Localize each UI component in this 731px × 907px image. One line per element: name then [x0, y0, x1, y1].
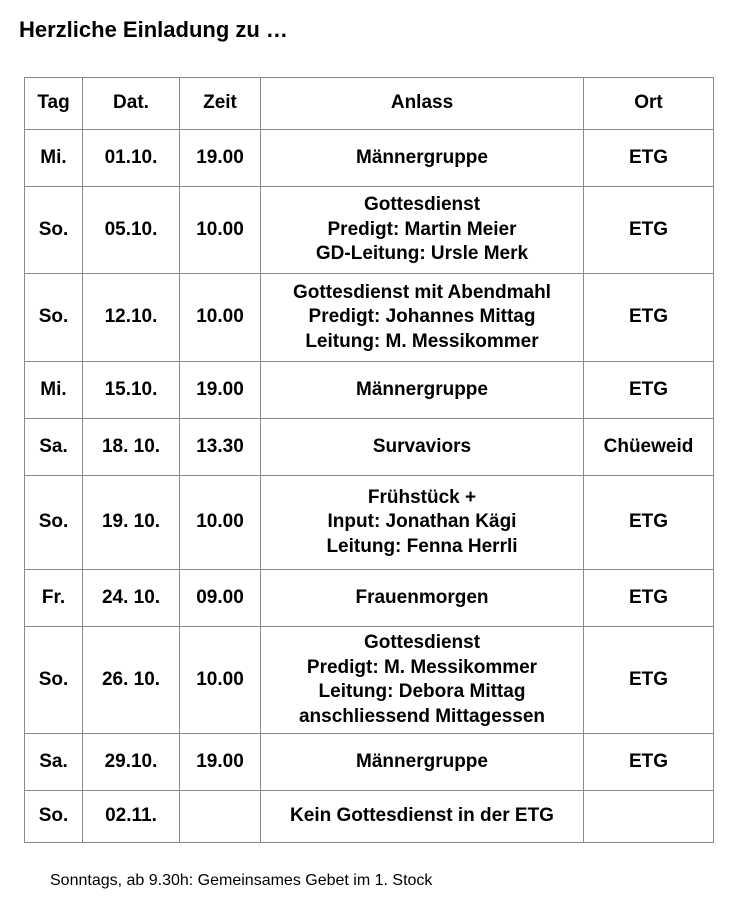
anlass-line: Predigt: Johannes Mittag: [308, 306, 536, 328]
cell-zeit: 19.00: [180, 362, 261, 419]
cell-anlass: [261, 419, 584, 476]
table-row: [25, 627, 714, 734]
cell-dat: 05.10.: [83, 187, 180, 274]
cell-anlass: [261, 362, 584, 419]
anlass-line: Männergruppe: [356, 378, 488, 400]
cell-tag: Mi.: [25, 362, 83, 419]
anlass-line: anschliessend Mittagessen: [298, 705, 546, 727]
cell-dat: 02.11.: [83, 791, 180, 843]
cell-tag: Mi.: [25, 130, 83, 187]
cell-dat: 24. 10.: [83, 570, 180, 627]
table-row: [25, 570, 714, 627]
anlass-line: Männergruppe: [356, 146, 488, 168]
cell-tag: Fr.: [25, 570, 83, 627]
table-row: [25, 419, 714, 476]
anlass-line: Männergruppe: [356, 750, 488, 772]
cell-ort: Chüeweid: [584, 419, 714, 476]
cell-zeit: 10.00: [180, 627, 261, 734]
cell-ort: ETG: [584, 570, 714, 627]
cell-dat: 15.10.: [83, 362, 180, 419]
cell-zeit: 10.00: [180, 187, 261, 274]
table-row: [25, 187, 714, 274]
anlass-line: Gottesdienst mit Abendmahl: [293, 281, 551, 303]
cell-ort: ETG: [584, 187, 714, 274]
header-ort: Ort: [584, 78, 714, 130]
table-row: [25, 734, 714, 791]
table-row: [25, 476, 714, 570]
cell-tag: So.: [25, 187, 83, 274]
cell-zeit: 10.00: [180, 274, 261, 362]
anlass-line: Survaviors: [372, 435, 472, 457]
cell-ort: ETG: [584, 130, 714, 187]
cell-ort: ETG: [584, 734, 714, 791]
cell-dat: 29.10.: [83, 734, 180, 791]
cell-tag: Sa.: [25, 419, 83, 476]
table-header-row: [25, 78, 714, 130]
anlass-line: Leitung: M. Messikommer: [305, 330, 539, 352]
anlass-line: Frühstück +: [367, 486, 477, 508]
table-row: [25, 362, 714, 419]
table-body: [25, 130, 714, 843]
cell-tag: So.: [25, 627, 83, 734]
cell-zeit: 19.00: [180, 130, 261, 187]
cell-ort: [584, 791, 714, 843]
cell-anlass: [261, 476, 584, 570]
cell-anlass: [261, 570, 584, 627]
cell-dat: 19. 10.: [83, 476, 180, 570]
table-row: [25, 130, 714, 187]
header-anlass: Anlass: [261, 78, 584, 130]
cell-tag: So.: [25, 274, 83, 362]
cell-anlass: [261, 627, 584, 734]
anlass-line: Predigt: M. Messikommer: [306, 656, 538, 678]
cell-anlass: [261, 130, 584, 187]
anlass-line: GD-Leitung: Ursle Merk: [315, 243, 529, 265]
cell-ort: ETG: [584, 362, 714, 419]
page-title: Herzliche Einladung zu …: [19, 17, 288, 42]
anlass-line: Leitung: Debora Mittag: [318, 681, 526, 702]
cell-zeit: [180, 791, 261, 843]
cell-zeit: 09.00: [180, 570, 261, 627]
cell-anlass: [261, 187, 584, 274]
anlass-line: Predigt: Martin Meier: [327, 218, 517, 240]
cell-tag: So.: [25, 791, 83, 843]
cell-zeit: 10.00: [180, 476, 261, 570]
cell-zeit: 13.30: [180, 419, 261, 476]
cell-dat: 01.10.: [83, 130, 180, 187]
anlass-line: Gottesdienst: [363, 194, 481, 216]
header-dat: Dat.: [83, 78, 180, 130]
cell-ort: ETG: [584, 274, 714, 362]
cell-anlass: [261, 734, 584, 791]
cell-tag: So.: [25, 476, 83, 570]
header-tag: Tag: [25, 78, 83, 130]
cell-ort: ETG: [584, 476, 714, 570]
anlass-line: Kein Gottesdienst in der ETG: [290, 805, 554, 827]
cell-anlass: [261, 791, 584, 843]
anlass-line: Leitung: Fenna Herrli: [326, 535, 518, 557]
table-row: [25, 791, 714, 843]
event-schedule-table: [24, 77, 714, 843]
cell-ort: ETG: [584, 627, 714, 734]
table-row: [25, 274, 714, 362]
header-zeit: Zeit: [180, 78, 261, 130]
anlass-line: Input: Jonathan Kägi: [327, 511, 517, 533]
cell-anlass: [261, 274, 584, 362]
anlass-line: Frauenmorgen: [355, 586, 489, 608]
cell-zeit: 19.00: [180, 734, 261, 791]
footer-note: Sonntags, ab 9.30h: Gemeinsames Gebet im 1. Stock: [50, 872, 433, 889]
cell-tag: Sa.: [25, 734, 83, 791]
anlass-line: Gottesdienst: [363, 632, 481, 653]
cell-dat: 18. 10.: [83, 419, 180, 476]
cell-dat: 12.10.: [83, 274, 180, 362]
cell-dat: 26. 10.: [83, 627, 180, 734]
